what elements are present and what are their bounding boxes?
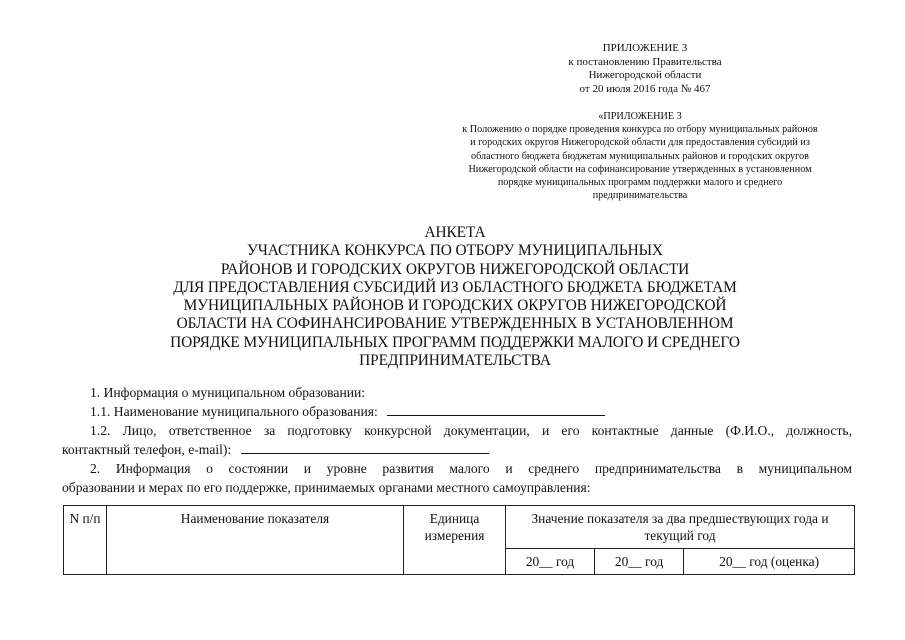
- title-line: УЧАСТНИКА КОНКУРСА ПО ОТБОРУ МУНИЦИПАЛЬНЫХ: [247, 242, 663, 260]
- header-unit: Единица измерения: [404, 506, 506, 575]
- title-line: ОБЛАСТИ НА СОФИНАНСИРОВАНИЕ УТВЕРЖДЕННЫХ В УСТАНОВЛЕННОМ: [176, 315, 734, 333]
- section-2-line1: 2. Информация о состоянии и уровне развития малого и среднего предпринимательства в муниципальном: [90, 461, 852, 476]
- appendix-header: [520, 42, 770, 96]
- indicators-table: [63, 505, 855, 575]
- item-1-2-line1: 1.2. Лицо, ответственное за подготовку конкурсной документации, и его контактные данные (Ф.И.О., должность,: [90, 423, 852, 438]
- item-1-2-label: контактный телефон, e-mail):: [62, 442, 232, 457]
- header-number: N п/п: [64, 506, 107, 575]
- appendix-line: ПРИЛОЖЕНИЕ 3: [602, 42, 688, 54]
- section-1-heading: 1. Информация о муниципальном образовании:: [90, 385, 366, 400]
- title-line: ПОРЯДКЕ МУНИЦИПАЛЬНЫХ ПРОГРАММ ПОДДЕРЖКИ МАЛОГО И СРЕДНЕГО: [170, 333, 740, 351]
- title-line: АНКЕТА: [424, 224, 486, 241]
- year-cell-1: 20__ год: [506, 549, 595, 575]
- contact-person-field[interactable]: [241, 440, 489, 454]
- form-title: [90, 224, 820, 370]
- item-1-1-label: 1.1. Наименование муниципального образования:: [90, 404, 378, 419]
- regulation-line: к Положению о порядке проведения конкурса по отбору муниципальных районов: [462, 124, 818, 136]
- item-1-1: [62, 402, 852, 421]
- regulation-line: «ПРИЛОЖЕНИЕ 3: [598, 111, 682, 122]
- regulation-line: предпринимательства: [592, 190, 688, 202]
- section-1: [62, 383, 852, 497]
- regulation-line: и городских округов Нижегородской области для предоставления субсидий из: [470, 137, 810, 149]
- header-value: Значение показателя за два предшествующих года и текущий год: [506, 506, 855, 549]
- title-line: МУНИЦИПАЛЬНЫХ РАЙОНОВ И ГОРОДСКИХ ОКРУГОВ НИЖЕГОРОДСКОЙ: [183, 297, 727, 315]
- table-header-row: [64, 506, 855, 549]
- title-line: ПРЕДПРИНИМАТЕЛЬСТВА: [359, 352, 551, 370]
- header-indicator: Наименование показателя: [107, 506, 404, 575]
- item-1-2-line2: [62, 440, 852, 459]
- regulation-line: областного бюджета бюджетам муниципальных районов и городских округов: [471, 150, 809, 162]
- appendix-line: Нижегородской области: [588, 69, 702, 82]
- year-cell-2: 20__ год: [595, 549, 684, 575]
- appendix-line: от 20 июля 2016 года № 467: [579, 82, 711, 95]
- title-line: РАЙОНОВ И ГОРОДСКИХ ОКРУГОВ НИЖЕГОРОДСКОЙ ОБЛАСТИ: [220, 260, 690, 278]
- regulation-line: Нижегородской области на софинансирование утвержденных в установленном: [468, 163, 812, 175]
- appendix-line: к постановлению Правительства: [568, 55, 722, 68]
- section-2-line2: образовании и мерах по его поддержке, принимаемых органами местного самоуправления:: [62, 480, 591, 495]
- regulation-line: порядке муниципальных программ поддержки малого и среднего: [497, 177, 783, 189]
- title-line: ДЛЯ ПРЕДОСТАВЛЕНИЯ СУБСИДИЙ ИЗ ОБЛАСТНОГО БЮДЖЕТА БЮДЖЕТАМ: [173, 278, 737, 296]
- regulation-appendix-header: [420, 110, 860, 202]
- year-cell-3: 20__ год (оценка): [684, 549, 855, 575]
- municipality-name-field[interactable]: [387, 402, 605, 416]
